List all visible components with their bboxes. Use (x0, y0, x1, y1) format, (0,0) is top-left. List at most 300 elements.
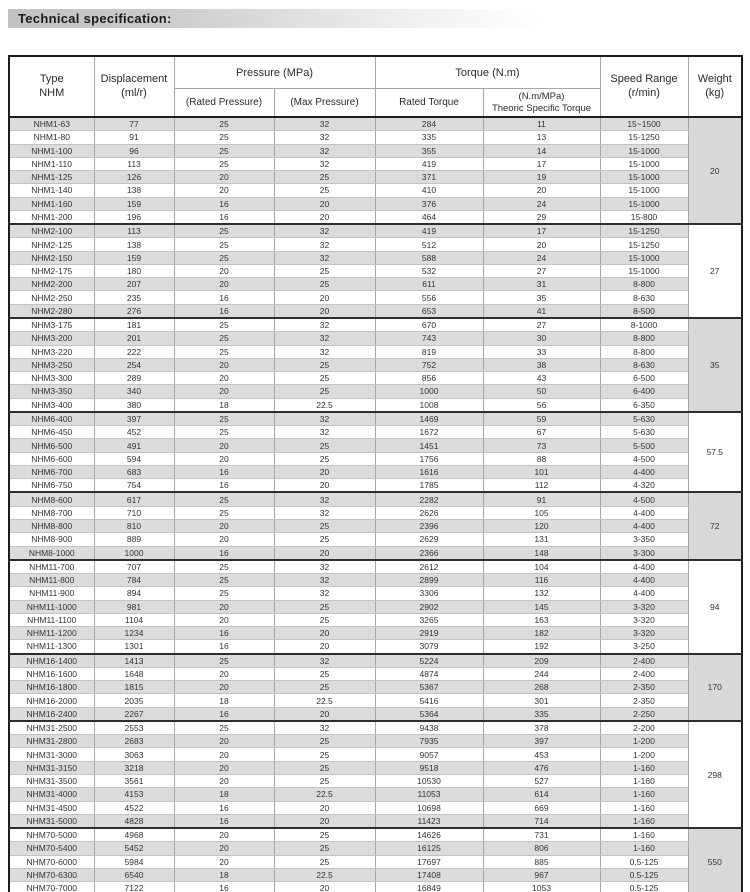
cell-speed-range: 8-800 (600, 278, 688, 291)
cell-rated-torque: 2282 (375, 492, 483, 506)
cell-specific-torque: 56 (483, 398, 600, 412)
cell-type: NHM16-1600 (9, 667, 94, 680)
header-type-line1: Type (39, 72, 64, 85)
cell-speed-range: 15-1250 (600, 224, 688, 238)
cell-rated-torque: 355 (375, 144, 483, 157)
header-max-pressure: (Max Pressure) (274, 89, 375, 118)
table-row (9, 828, 742, 842)
cell-rated-pressure: 20 (174, 828, 274, 842)
cell-max-pressure: 32 (274, 238, 375, 251)
cell-max-pressure: 25 (274, 828, 375, 842)
cell-displacement: 5452 (94, 842, 174, 855)
cell-rated-torque: 1616 (375, 465, 483, 478)
cell-displacement: 77 (94, 117, 174, 131)
cell-rated-pressure: 18 (174, 788, 274, 801)
cell-displacement: 4828 (94, 814, 174, 828)
cell-displacement: 683 (94, 465, 174, 478)
cell-specific-torque: 527 (483, 775, 600, 788)
cell-rated-pressure: 25 (174, 345, 274, 358)
cell-displacement: 1413 (94, 654, 174, 668)
header-type-line2: NHM (39, 86, 65, 99)
cell-speed-range: 2-250 (600, 707, 688, 721)
table-row (9, 318, 742, 332)
cell-rated-pressure: 18 (174, 398, 274, 412)
cell-type: NHM31-4500 (9, 801, 94, 814)
cell-max-pressure: 25 (274, 278, 375, 291)
table-row (9, 171, 742, 184)
cell-specific-torque: 476 (483, 761, 600, 774)
table-row (9, 574, 742, 587)
cell-speed-range: 2-400 (600, 667, 688, 680)
cell-speed-range: 4-400 (600, 574, 688, 587)
spec-table-header (9, 56, 742, 117)
cell-rated-torque: 5367 (375, 681, 483, 694)
cell-specific-torque: 67 (483, 426, 600, 439)
cell-max-pressure: 25 (274, 761, 375, 774)
cell-rated-torque: 10698 (375, 801, 483, 814)
cell-rated-pressure: 16 (174, 291, 274, 304)
cell-type: NHM6-750 (9, 479, 94, 493)
cell-displacement: 707 (94, 560, 174, 574)
cell-speed-range: 0.5-125 (600, 855, 688, 868)
table-row (9, 264, 742, 277)
header-rated-pressure: (Rated Pressure) (174, 89, 274, 118)
cell-max-pressure: 20 (274, 882, 375, 892)
cell-specific-torque: 13 (483, 131, 600, 144)
cell-displacement: 1301 (94, 640, 174, 654)
cell-speed-range: 0.5-125 (600, 882, 688, 892)
cell-displacement: 3561 (94, 775, 174, 788)
cell-rated-torque: 2612 (375, 560, 483, 574)
cell-rated-pressure: 20 (174, 761, 274, 774)
cell-rated-pressure: 16 (174, 707, 274, 721)
cell-max-pressure: 25 (274, 600, 375, 613)
cell-max-pressure: 25 (274, 533, 375, 546)
table-row (9, 131, 742, 144)
cell-specific-torque: 30 (483, 332, 600, 345)
cell-speed-range: 4-500 (600, 452, 688, 465)
header-row-groups (9, 56, 742, 89)
cell-speed-range: 15-1000 (600, 264, 688, 277)
cell-specific-torque: 50 (483, 385, 600, 398)
cell-specific-torque: 29 (483, 210, 600, 224)
cell-displacement: 289 (94, 372, 174, 385)
cell-rated-pressure: 25 (174, 506, 274, 519)
table-row (9, 855, 742, 868)
cell-speed-range: 15-1000 (600, 144, 688, 157)
cell-type: NHM31-2800 (9, 735, 94, 748)
cell-rated-pressure: 16 (174, 479, 274, 493)
cell-displacement: 4968 (94, 828, 174, 842)
cell-type: NHM70-6300 (9, 868, 94, 881)
cell-rated-torque: 376 (375, 197, 483, 210)
cell-rated-torque: 1008 (375, 398, 483, 412)
cell-type: NHM6-400 (9, 412, 94, 426)
cell-type: NHM16-1400 (9, 654, 94, 668)
cell-displacement: 7122 (94, 882, 174, 892)
table-row (9, 144, 742, 157)
table-row (9, 761, 742, 774)
cell-type: NHM1-80 (9, 131, 94, 144)
cell-max-pressure: 25 (274, 748, 375, 761)
cell-rated-pressure: 20 (174, 842, 274, 855)
cell-rated-pressure: 16 (174, 210, 274, 224)
cell-rated-torque: 2629 (375, 533, 483, 546)
cell-weight: 27 (688, 224, 742, 318)
cell-type: NHM70-5400 (9, 842, 94, 855)
cell-displacement: 710 (94, 506, 174, 519)
cell-rated-pressure: 16 (174, 546, 274, 560)
cell-speed-range: 1-160 (600, 842, 688, 855)
cell-max-pressure: 32 (274, 492, 375, 506)
cell-rated-pressure: 25 (174, 117, 274, 131)
cell-speed-range: 3-320 (600, 613, 688, 626)
table-row (9, 157, 742, 170)
cell-rated-torque: 284 (375, 117, 483, 131)
cell-speed-range: 8-800 (600, 332, 688, 345)
cell-specific-torque: 148 (483, 546, 600, 560)
cell-max-pressure: 20 (274, 465, 375, 478)
cell-rated-torque: 5416 (375, 694, 483, 707)
page-title: Technical specification: (18, 11, 172, 26)
cell-type: NHM70-7000 (9, 882, 94, 892)
cell-rated-pressure: 20 (174, 735, 274, 748)
cell-specific-torque: 669 (483, 801, 600, 814)
table-row (9, 251, 742, 264)
cell-rated-torque: 464 (375, 210, 483, 224)
cell-specific-torque: 112 (483, 479, 600, 493)
cell-type: NHM31-2500 (9, 721, 94, 735)
cell-type: NHM70-5000 (9, 828, 94, 842)
table-row (9, 681, 742, 694)
cell-displacement: 159 (94, 251, 174, 264)
cell-rated-pressure: 25 (174, 426, 274, 439)
cell-speed-range: 2-200 (600, 721, 688, 735)
cell-specific-torque: 192 (483, 640, 600, 654)
cell-type: NHM11-1100 (9, 613, 94, 626)
cell-max-pressure: 25 (274, 358, 375, 371)
table-row (9, 117, 742, 131)
cell-rated-pressure: 20 (174, 600, 274, 613)
cell-max-pressure: 20 (274, 640, 375, 654)
cell-displacement: 1815 (94, 681, 174, 694)
cell-specific-torque: 14 (483, 144, 600, 157)
cell-specific-torque: 73 (483, 439, 600, 452)
cell-max-pressure: 25 (274, 264, 375, 277)
cell-rated-torque: 1469 (375, 412, 483, 426)
cell-type: NHM1-160 (9, 197, 94, 210)
table-row (9, 224, 742, 238)
table-row (9, 385, 742, 398)
header-specific-torque-line2: Theoric Specific Torque (491, 102, 592, 114)
cell-weight: 72 (688, 492, 742, 559)
cell-speed-range: 8-630 (600, 291, 688, 304)
cell-displacement: 196 (94, 210, 174, 224)
cell-type: NHM2-175 (9, 264, 94, 277)
cell-max-pressure: 25 (274, 184, 375, 197)
table-row (9, 735, 742, 748)
cell-specific-torque: 11 (483, 117, 600, 131)
table-row (9, 707, 742, 721)
cell-rated-pressure: 25 (174, 238, 274, 251)
cell-speed-range: 15-1250 (600, 238, 688, 251)
cell-rated-torque: 2396 (375, 519, 483, 532)
cell-rated-pressure: 25 (174, 654, 274, 668)
cell-rated-pressure: 16 (174, 882, 274, 892)
table-row (9, 775, 742, 788)
cell-speed-range: 4-500 (600, 492, 688, 506)
cell-displacement: 180 (94, 264, 174, 277)
table-row (9, 868, 742, 881)
table-row (9, 479, 742, 493)
cell-rated-torque: 1672 (375, 426, 483, 439)
header-specific-torque (483, 89, 600, 118)
header-weight-line1: Weight (697, 72, 732, 85)
cell-speed-range: 2-350 (600, 681, 688, 694)
cell-max-pressure: 32 (274, 157, 375, 170)
cell-rated-torque: 1000 (375, 385, 483, 398)
cell-max-pressure: 25 (274, 681, 375, 694)
cell-type: NHM11-700 (9, 560, 94, 574)
cell-max-pressure: 32 (274, 144, 375, 157)
cell-max-pressure: 25 (274, 372, 375, 385)
cell-specific-torque: 1053 (483, 882, 600, 892)
cell-speed-range: 1-160 (600, 775, 688, 788)
cell-specific-torque: 31 (483, 278, 600, 291)
cell-speed-range: 15-1000 (600, 251, 688, 264)
cell-displacement: 254 (94, 358, 174, 371)
cell-rated-torque: 2626 (375, 506, 483, 519)
cell-rated-torque: 1785 (375, 479, 483, 493)
cell-type: NHM1-110 (9, 157, 94, 170)
header-type (9, 56, 94, 117)
cell-type: NHM31-3150 (9, 761, 94, 774)
table-row (9, 210, 742, 224)
cell-rated-pressure: 20 (174, 372, 274, 385)
cell-type: NHM11-1300 (9, 640, 94, 654)
cell-specific-torque: 182 (483, 627, 600, 640)
cell-type: NHM6-600 (9, 452, 94, 465)
cell-rated-pressure: 25 (174, 332, 274, 345)
cell-rated-torque: 5364 (375, 707, 483, 721)
cell-type: NHM3-300 (9, 372, 94, 385)
table-row (9, 788, 742, 801)
cell-type: NHM6-450 (9, 426, 94, 439)
cell-rated-pressure: 25 (174, 574, 274, 587)
cell-displacement: 126 (94, 171, 174, 184)
cell-speed-range: 8-1000 (600, 318, 688, 332)
cell-displacement: 159 (94, 197, 174, 210)
cell-rated-pressure: 20 (174, 748, 274, 761)
table-row (9, 600, 742, 613)
cell-type: NHM3-175 (9, 318, 94, 332)
table-row (9, 667, 742, 680)
cell-max-pressure: 20 (274, 627, 375, 640)
cell-rated-torque: 752 (375, 358, 483, 371)
cell-displacement: 5984 (94, 855, 174, 868)
cell-type: NHM31-4000 (9, 788, 94, 801)
cell-type: NHM11-1000 (9, 600, 94, 613)
table-row (9, 304, 742, 318)
cell-speed-range: 15-1000 (600, 171, 688, 184)
cell-rated-pressure: 25 (174, 721, 274, 735)
cell-speed-range: 1-160 (600, 814, 688, 828)
cell-speed-range: 1-160 (600, 801, 688, 814)
cell-speed-range: 4-400 (600, 506, 688, 519)
cell-type: NHM16-2400 (9, 707, 94, 721)
cell-displacement: 96 (94, 144, 174, 157)
header-weight (688, 56, 742, 117)
cell-specific-torque: 41 (483, 304, 600, 318)
cell-type: NHM2-100 (9, 224, 94, 238)
cell-type: NHM3-200 (9, 332, 94, 345)
cell-max-pressure: 32 (274, 654, 375, 668)
cell-rated-pressure: 20 (174, 184, 274, 197)
cell-weight: 298 (688, 721, 742, 828)
cell-type: NHM1-125 (9, 171, 94, 184)
cell-rated-pressure: 20 (174, 439, 274, 452)
cell-weight: 170 (688, 654, 742, 721)
cell-displacement: 138 (94, 238, 174, 251)
cell-max-pressure: 20 (274, 707, 375, 721)
cell-max-pressure: 25 (274, 842, 375, 855)
cell-rated-pressure: 16 (174, 814, 274, 828)
cell-speed-range: 5-500 (600, 439, 688, 452)
cell-rated-torque: 4874 (375, 667, 483, 680)
cell-rated-pressure: 25 (174, 492, 274, 506)
cell-max-pressure: 25 (274, 385, 375, 398)
cell-max-pressure: 25 (274, 452, 375, 465)
cell-max-pressure: 32 (274, 721, 375, 735)
cell-rated-pressure: 18 (174, 868, 274, 881)
cell-displacement: 2683 (94, 735, 174, 748)
cell-rated-torque: 611 (375, 278, 483, 291)
cell-displacement: 784 (94, 574, 174, 587)
cell-specific-torque: 17 (483, 157, 600, 170)
cell-speed-range: 3-300 (600, 546, 688, 560)
cell-displacement: 235 (94, 291, 174, 304)
cell-max-pressure: 32 (274, 574, 375, 587)
cell-weight: 94 (688, 560, 742, 654)
cell-max-pressure: 32 (274, 412, 375, 426)
cell-rated-pressure: 20 (174, 452, 274, 465)
cell-max-pressure: 20 (274, 479, 375, 493)
cell-type: NHM31-3500 (9, 775, 94, 788)
cell-specific-torque: 268 (483, 681, 600, 694)
cell-rated-torque: 2902 (375, 600, 483, 613)
cell-specific-torque: 145 (483, 600, 600, 613)
cell-rated-torque: 3079 (375, 640, 483, 654)
cell-rated-torque: 16125 (375, 842, 483, 855)
table-row (9, 560, 742, 574)
header-speed-range-line2: (r/min) (628, 86, 660, 99)
header-specific-torque-line1: (N.m/MPa) (518, 91, 565, 103)
cell-displacement: 201 (94, 332, 174, 345)
cell-rated-pressure: 20 (174, 171, 274, 184)
cell-max-pressure: 22.5 (274, 788, 375, 801)
cell-speed-range: 15-1000 (600, 197, 688, 210)
cell-displacement: 6540 (94, 868, 174, 881)
cell-max-pressure: 20 (274, 801, 375, 814)
cell-displacement: 617 (94, 492, 174, 506)
table-row (9, 882, 742, 892)
table-row (9, 842, 742, 855)
cell-rated-torque: 670 (375, 318, 483, 332)
cell-rated-torque: 819 (375, 345, 483, 358)
cell-rated-pressure: 16 (174, 465, 274, 478)
cell-type: NHM8-800 (9, 519, 94, 532)
cell-rated-pressure: 20 (174, 358, 274, 371)
cell-rated-pressure: 20 (174, 264, 274, 277)
cell-displacement: 340 (94, 385, 174, 398)
cell-type: NHM16-1800 (9, 681, 94, 694)
cell-weight: 20 (688, 117, 742, 224)
cell-speed-range: 1-200 (600, 748, 688, 761)
cell-displacement: 138 (94, 184, 174, 197)
cell-specific-torque: 17 (483, 224, 600, 238)
cell-type: NHM3-350 (9, 385, 94, 398)
table-row (9, 640, 742, 654)
cell-max-pressure: 32 (274, 251, 375, 264)
table-row (9, 345, 742, 358)
header-torque-group: Torque (N.m) (375, 56, 600, 89)
cell-speed-range: 4-400 (600, 587, 688, 600)
cell-type: NHM8-900 (9, 533, 94, 546)
cell-type: NHM8-700 (9, 506, 94, 519)
cell-specific-torque: 20 (483, 238, 600, 251)
cell-rated-pressure: 16 (174, 640, 274, 654)
cell-max-pressure: 20 (274, 197, 375, 210)
cell-type: NHM16-2000 (9, 694, 94, 707)
cell-max-pressure: 32 (274, 345, 375, 358)
spec-table (8, 55, 743, 892)
header-displacement (94, 56, 174, 117)
cell-type: NHM70-6000 (9, 855, 94, 868)
cell-specific-torque: 714 (483, 814, 600, 828)
cell-max-pressure: 32 (274, 506, 375, 519)
table-row (9, 238, 742, 251)
cell-specific-torque: 24 (483, 251, 600, 264)
cell-type: NHM3-400 (9, 398, 94, 412)
cell-type: NHM1-140 (9, 184, 94, 197)
cell-max-pressure: 32 (274, 426, 375, 439)
cell-speed-range: 4-320 (600, 479, 688, 493)
cell-rated-torque: 653 (375, 304, 483, 318)
table-row (9, 519, 742, 532)
cell-rated-torque: 9438 (375, 721, 483, 735)
cell-type: NHM8-1000 (9, 546, 94, 560)
cell-specific-torque: 163 (483, 613, 600, 626)
cell-specific-torque: 27 (483, 318, 600, 332)
cell-rated-torque: 419 (375, 157, 483, 170)
table-row (9, 506, 742, 519)
cell-max-pressure: 22.5 (274, 398, 375, 412)
cell-weight: 550 (688, 828, 742, 892)
cell-displacement: 810 (94, 519, 174, 532)
cell-type: NHM6-500 (9, 439, 94, 452)
cell-speed-range: 6-500 (600, 372, 688, 385)
cell-specific-torque: 209 (483, 654, 600, 668)
cell-specific-torque: 101 (483, 465, 600, 478)
cell-rated-pressure: 25 (174, 587, 274, 600)
cell-rated-torque: 532 (375, 264, 483, 277)
cell-specific-torque: 301 (483, 694, 600, 707)
cell-type: NHM1-63 (9, 117, 94, 131)
cell-specific-torque: 33 (483, 345, 600, 358)
cell-rated-pressure: 25 (174, 131, 274, 144)
cell-rated-torque: 14626 (375, 828, 483, 842)
cell-rated-pressure: 16 (174, 197, 274, 210)
